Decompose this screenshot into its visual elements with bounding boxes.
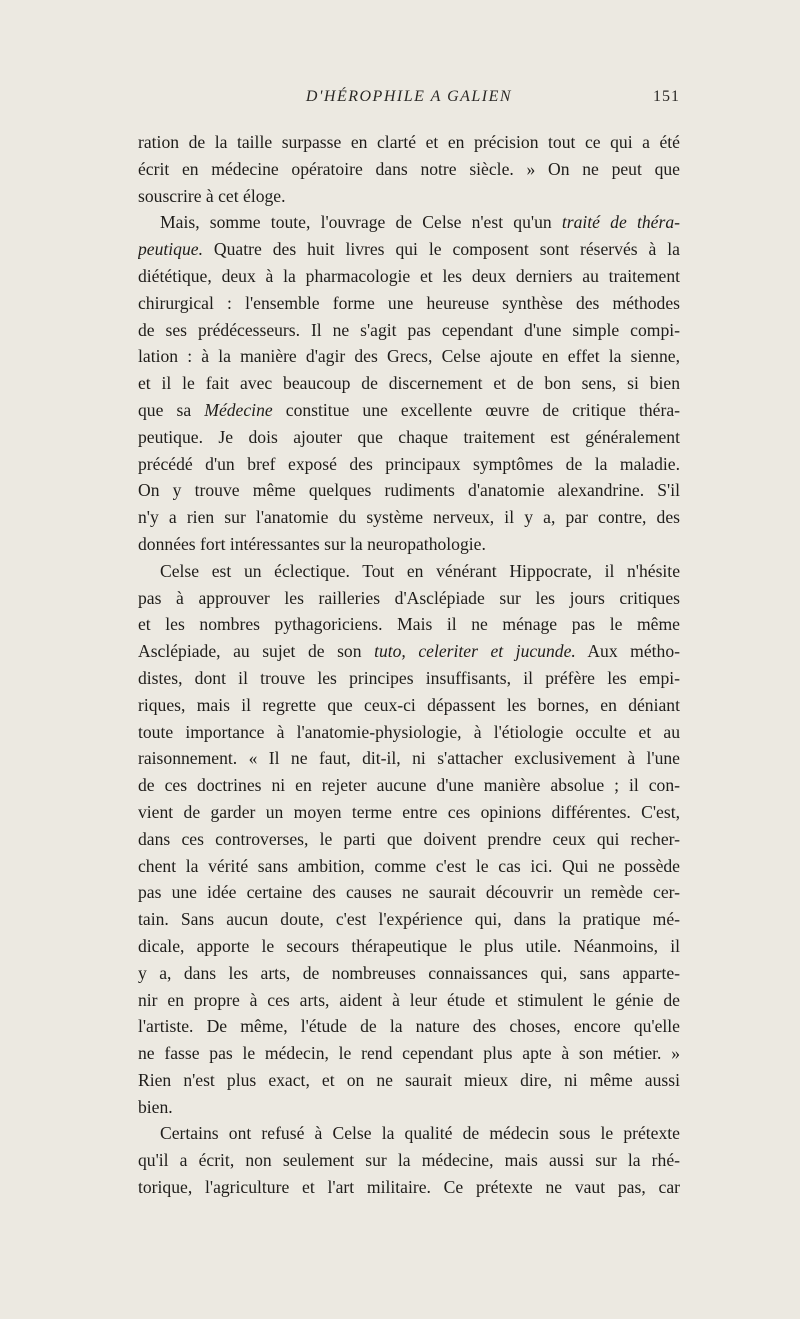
text-span: constitue une excellente œuvre de critique théra- — [272, 399, 680, 420]
text-line: et les nombres pythagoriciens. Mais il ne ménage pas le même — [138, 614, 680, 635]
text-line: dans ces controverses, le parti que doivent prendre ceux qui recher- — [138, 828, 680, 849]
text-line: chirurgical : l'ensemble forme une heureuse synthèse des méthodes — [138, 292, 680, 313]
text-line: y a, dans les arts, de nombreuses connaissances qui, sans apparte- — [138, 962, 680, 983]
italic-text: traité de théra- — [561, 212, 680, 233]
text-line: lation : à la manière d'agir des Grecs, Celse ajoute en effet la sienne, — [138, 346, 680, 367]
text-line: distes, dont il trouve les principes insuffisants, il préfère les empi- — [138, 667, 680, 688]
text-line: chent la vérité sans ambition, comme c'est le cas ici. Qui ne possède — [138, 855, 680, 876]
text-span: Quatre des huit livres qui le composent sont réservés à la — [202, 239, 680, 260]
text-line: pas à approuver les railleries d'Asclépiade sur les jours critiques — [138, 587, 680, 608]
page-number: 151 — [653, 88, 680, 105]
body-text — [138, 129, 680, 1201]
text-line: Rien n'est plus exact, et on ne saurait mieux dire, ni même aussi — [138, 1069, 680, 1090]
text-line: souscrire à cet éloge. — [138, 185, 286, 206]
text-line: qu'il a écrit, non seulement sur la médecine, mais aussi sur la rhé- — [138, 1150, 680, 1171]
text-line: et il le fait avec beaucoup de discernement et de bon sens, si bien — [138, 373, 680, 394]
text-line — [138, 236, 680, 263]
text-line: Certains ont refusé à Celse la qualité de médecin sous le prétexte — [160, 1123, 680, 1144]
text-line: données fort intéressantes sur la neuropathologie. — [138, 533, 486, 554]
text-line: diététique, deux à la pharmacologie et les deux derniers au traitement — [138, 265, 680, 286]
text-line: vient de garder un moyen terme entre ces opinions différentes. C'est, — [138, 801, 680, 822]
text-line: précédé d'un bref exposé des principaux symptômes de la maladie. — [138, 453, 680, 474]
text-line: nir en propre à ces arts, aident à leur étude et stimulent le génie de — [138, 989, 680, 1010]
text-line: On y trouve même quelques rudiments d'anatomie alexandrine. S'il — [138, 480, 680, 501]
text-line: bien. — [138, 1096, 173, 1117]
italic-text: peutique. — [138, 239, 203, 260]
running-head — [138, 88, 680, 118]
text-span: Mais, somme toute, l'ouvrage de Celse n'est qu'un — [160, 212, 562, 233]
text-line — [138, 209, 680, 236]
text-line: pas une idée certaine des causes ne saurait découvrir un remède cer- — [138, 882, 680, 903]
text-span: Aux métho- — [575, 641, 680, 662]
text-line — [138, 397, 680, 424]
text-line: torique, l'agriculture et l'art militaire. Ce prétexte ne vaut pas, car — [138, 1177, 680, 1198]
text-line: toute importance à l'anatomie-physiologie, à l'étiologie occulte et au — [138, 721, 680, 742]
text-line: de ses prédécesseurs. Il ne s'agit pas cependant d'une simple compi- — [138, 319, 680, 340]
text-line: dicale, apporte le secours thérapeutique le plus utile. Néanmoins, il — [138, 935, 680, 956]
text-line: n'y a rien sur l'anatomie du système nerveux, il y a, par contre, des — [138, 507, 680, 528]
text-line: tain. Sans aucun doute, c'est l'expérience qui, dans la pratique mé- — [138, 909, 680, 930]
text-line: raisonnement. « Il ne faut, dit-il, ni s'attacher exclusivement à l'une — [138, 748, 680, 769]
italic-text: Médecine — [204, 399, 273, 420]
text-line: l'artiste. De même, l'étude de la nature des choses, encore qu'elle — [138, 1016, 680, 1037]
text-line: peutique. Je dois ajouter que chaque traitement est généralement — [138, 426, 680, 447]
text-line: ne fasse pas le médecin, le rend cependant plus apte à son métier. » — [138, 1043, 680, 1064]
text-line — [138, 638, 680, 665]
text-line: écrit en médecine opératoire dans notre siècle. » On ne peut que — [138, 158, 680, 179]
text-line: Celse est un éclectique. Tout en vénérant Hippocrate, il n'hésite — [160, 560, 680, 581]
running-title: D'HÉROPHILE A GALIEN — [305, 88, 513, 105]
text-span: que sa — [138, 399, 205, 420]
italic-text: tuto, celeriter et jucunde. — [374, 641, 576, 662]
text-line: ration de la taille surpasse en clarté et en précision tout ce qui a été — [138, 132, 680, 152]
text-line: de ces doctrines ni en rejeter aucune d'une manière absolue ; il con- — [138, 775, 680, 796]
text-span: Asclépiade, au sujet de son — [138, 641, 375, 662]
text-line: riques, mais il regrette que ceux-ci dépassent les bornes, en déniant — [138, 694, 680, 715]
